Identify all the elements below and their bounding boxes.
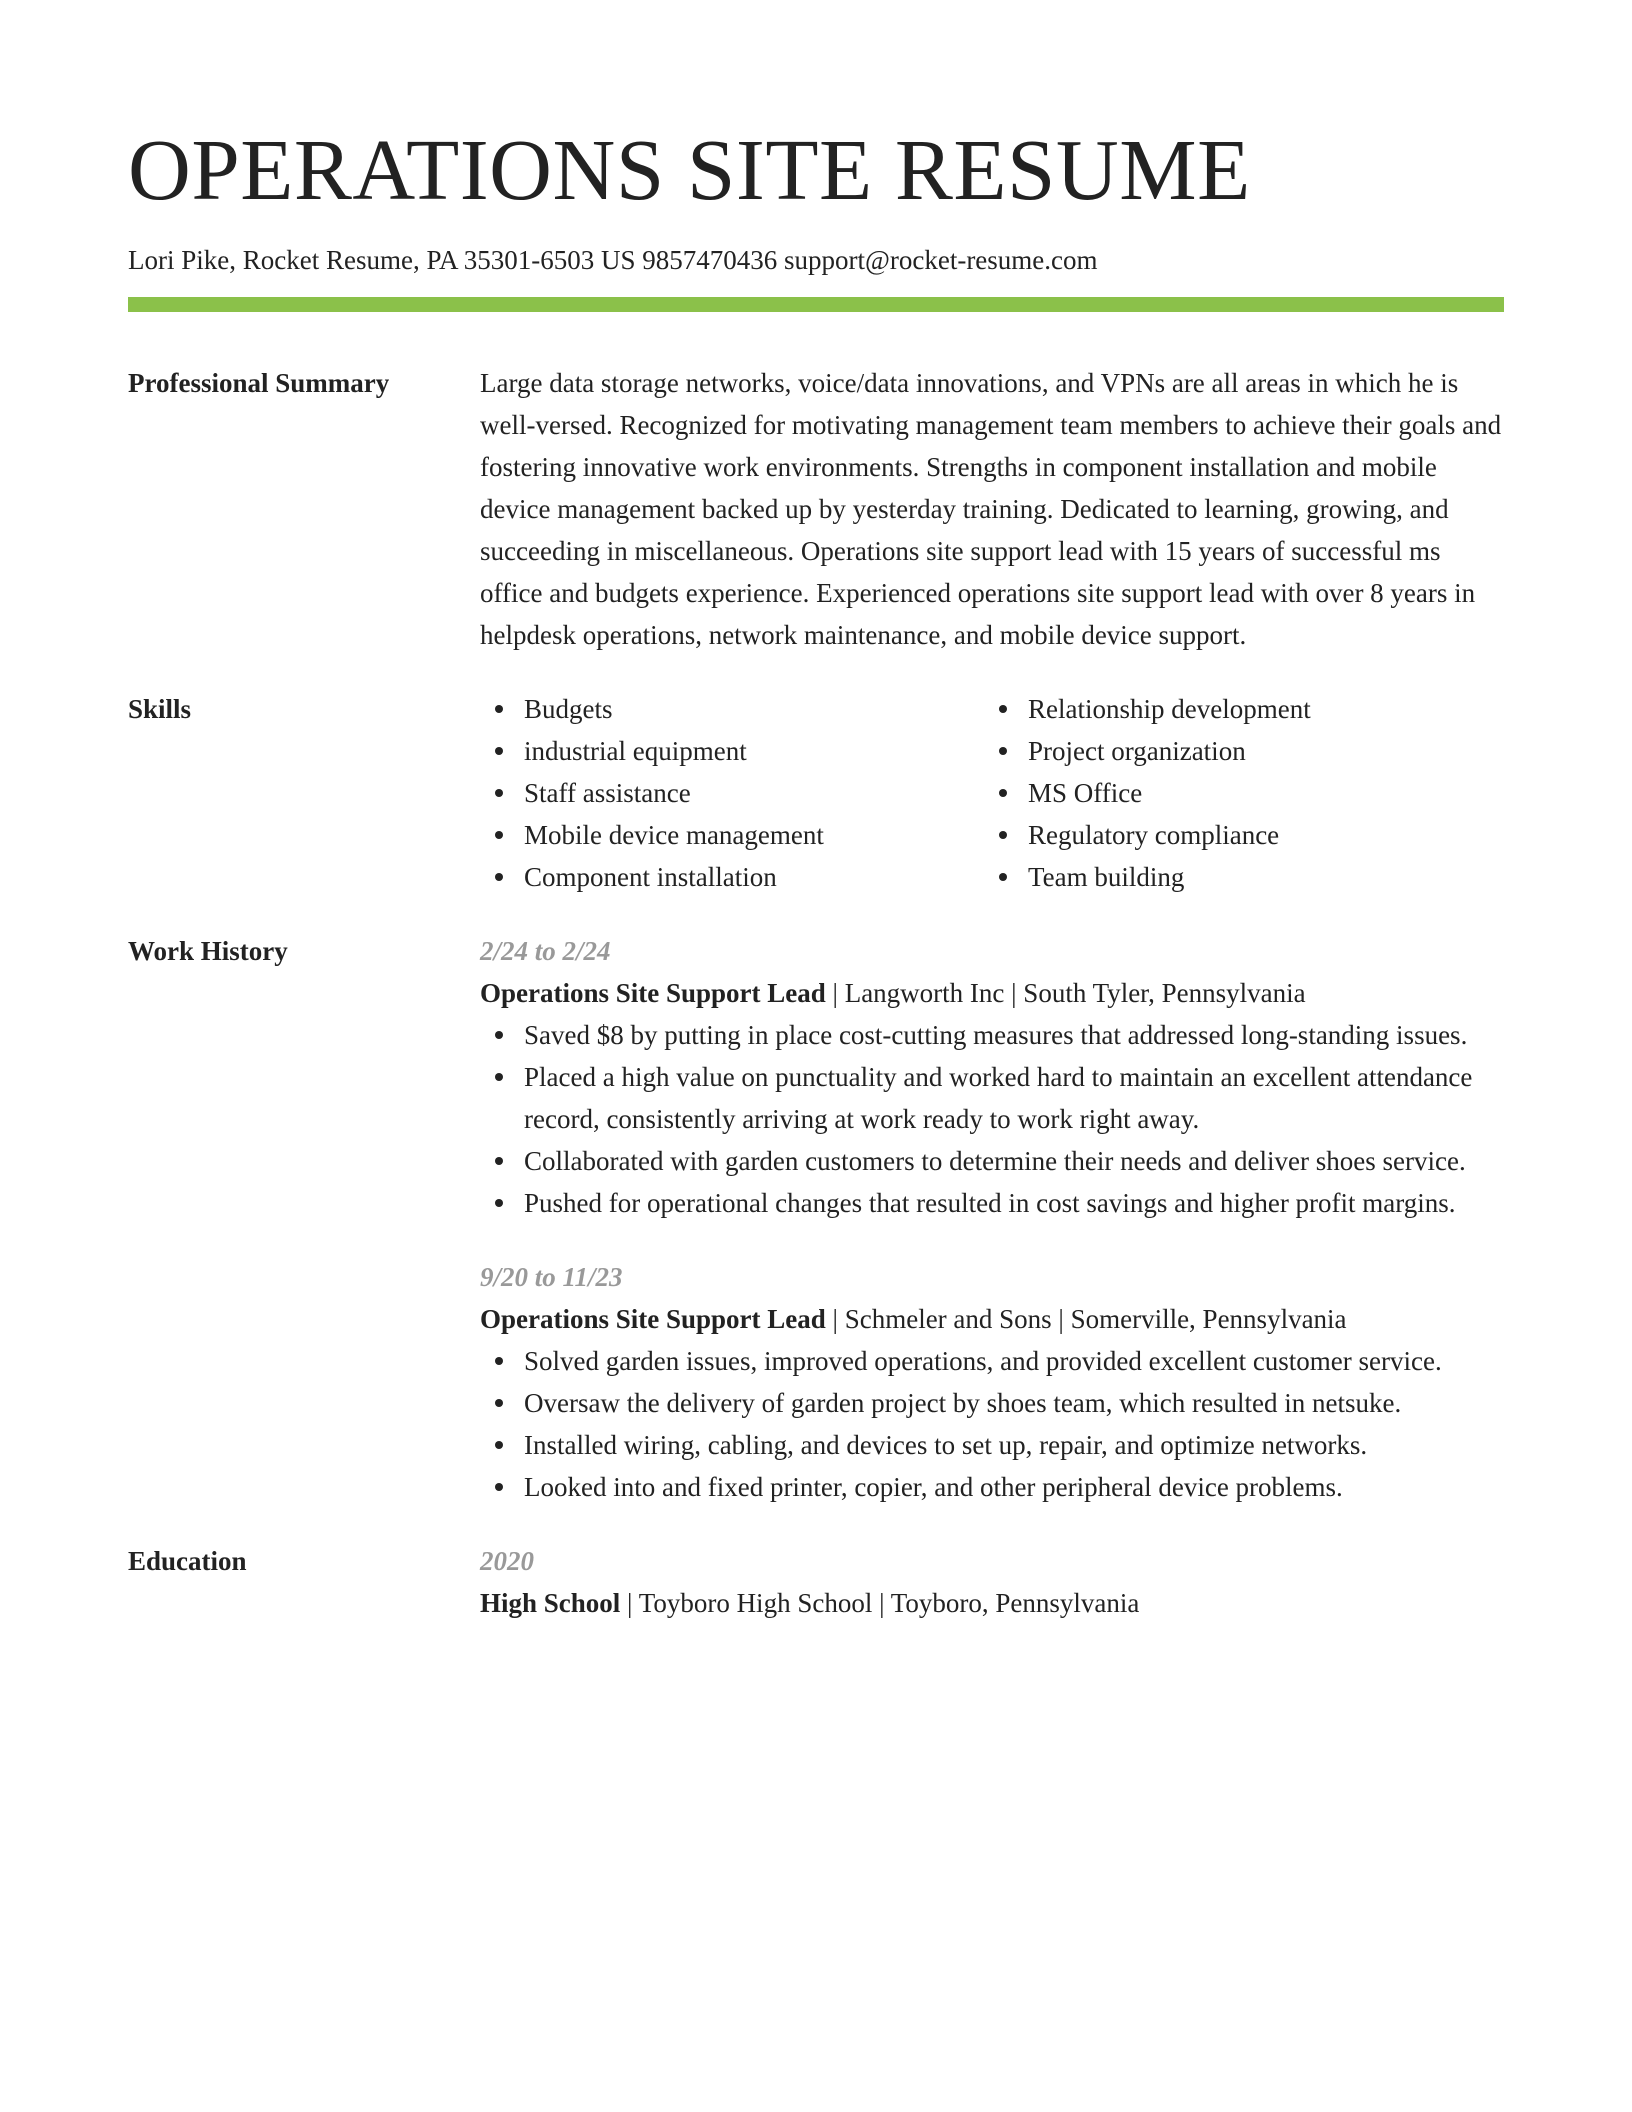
skill-item: Regulatory compliance <box>984 814 1488 856</box>
skill-item: Relationship development <box>984 688 1488 730</box>
education-year: 2020 <box>480 1546 534 1576</box>
job-details: | Langworth Inc | South Tyler, Pennsylvania <box>825 978 1306 1008</box>
skill-item: Mobile device management <box>480 814 984 856</box>
summary-section <box>128 362 1504 656</box>
skill-item: Team building <box>984 856 1488 898</box>
skills-heading: Skills <box>128 694 192 724</box>
skills-list-left <box>480 688 984 898</box>
job-bullet: Collaborated with garden customers to determine their needs and deliver shoes service. <box>480 1140 1504 1182</box>
skill-item: Budgets <box>480 688 984 730</box>
job-bullet: Looked into and fixed printer, copier, and other peripheral device problems. <box>480 1466 1504 1508</box>
job-heading <box>480 972 1504 1014</box>
education-details: | Toyboro High School | Toyboro, Pennsylvania <box>620 1588 1140 1618</box>
education-section <box>128 1540 1504 1624</box>
contact-line: Lori Pike, Rocket Resume, PA 35301-6503 US 9857470436 support@rocket-resume.com <box>128 245 1098 275</box>
skills-section <box>128 688 1504 898</box>
job-bullets <box>480 1340 1504 1508</box>
skill-item: MS Office <box>984 772 1488 814</box>
resume-title: OPERATIONS SITE RESUME <box>128 121 1251 218</box>
accent-divider <box>128 297 1504 312</box>
skills-list-right <box>984 688 1488 898</box>
education-degree: High School <box>480 1588 621 1618</box>
job-details: | Schmeler and Sons | Somerville, Pennsylvania <box>825 1304 1347 1334</box>
job-dates: 9/20 to 11/23 <box>480 1262 623 1292</box>
skill-item: industrial equipment <box>480 730 984 772</box>
job-bullets <box>480 1014 1504 1224</box>
summary-heading: Professional Summary <box>128 368 390 398</box>
summary-text: Large data storage networks, voice/data innovations, and VPNs are all areas in which he is well-versed. Recognized for motivating management team members to achieve their goals and fostering innovative work environments. Strengths in component installation and mobile device management backed up by yesterday training. Dedicated to learning, growing, and succeeding in miscellaneous. Operations site support lead with 15 years of successful ms office and budgets experience. Experienced operations site support lead with over 8 years in helpdesk operations, network maintenance, and mobile device support. <box>480 368 1502 650</box>
job-bullet: Placed a high value on punctuality and worked hard to maintain an excellent attendance record, consistently arriving at work ready to work right away. <box>480 1056 1504 1140</box>
job-heading <box>480 1298 1504 1340</box>
job-entry <box>480 1256 1504 1508</box>
skill-item: Project organization <box>984 730 1488 772</box>
job-bullet: Solved garden issues, improved operations, and provided excellent customer service. <box>480 1340 1504 1382</box>
job-bullet: Pushed for operational changes that resulted in cost savings and higher profit margins. <box>480 1182 1504 1224</box>
job-bullet: Saved $8 by putting in place cost-cutting measures that addressed long-standing issues. <box>480 1014 1504 1056</box>
job-dates: 2/24 to 2/24 <box>480 936 611 966</box>
resume-page <box>128 118 1504 1624</box>
work-history-heading: Work History <box>128 936 288 966</box>
work-history-section <box>128 930 1504 1508</box>
education-heading-line <box>480 1582 1504 1624</box>
job-bullet: Installed wiring, cabling, and devices to set up, repair, and optimize networks. <box>480 1424 1504 1466</box>
skill-item: Staff assistance <box>480 772 984 814</box>
education-heading: Education <box>128 1546 247 1576</box>
job-bullet: Oversaw the delivery of garden project by shoes team, which resulted in netsuke. <box>480 1382 1504 1424</box>
job-title: Operations Site Support Lead <box>480 1304 826 1334</box>
job-title: Operations Site Support Lead <box>480 978 826 1008</box>
job-entry <box>480 930 1504 1224</box>
skill-item: Component installation <box>480 856 984 898</box>
